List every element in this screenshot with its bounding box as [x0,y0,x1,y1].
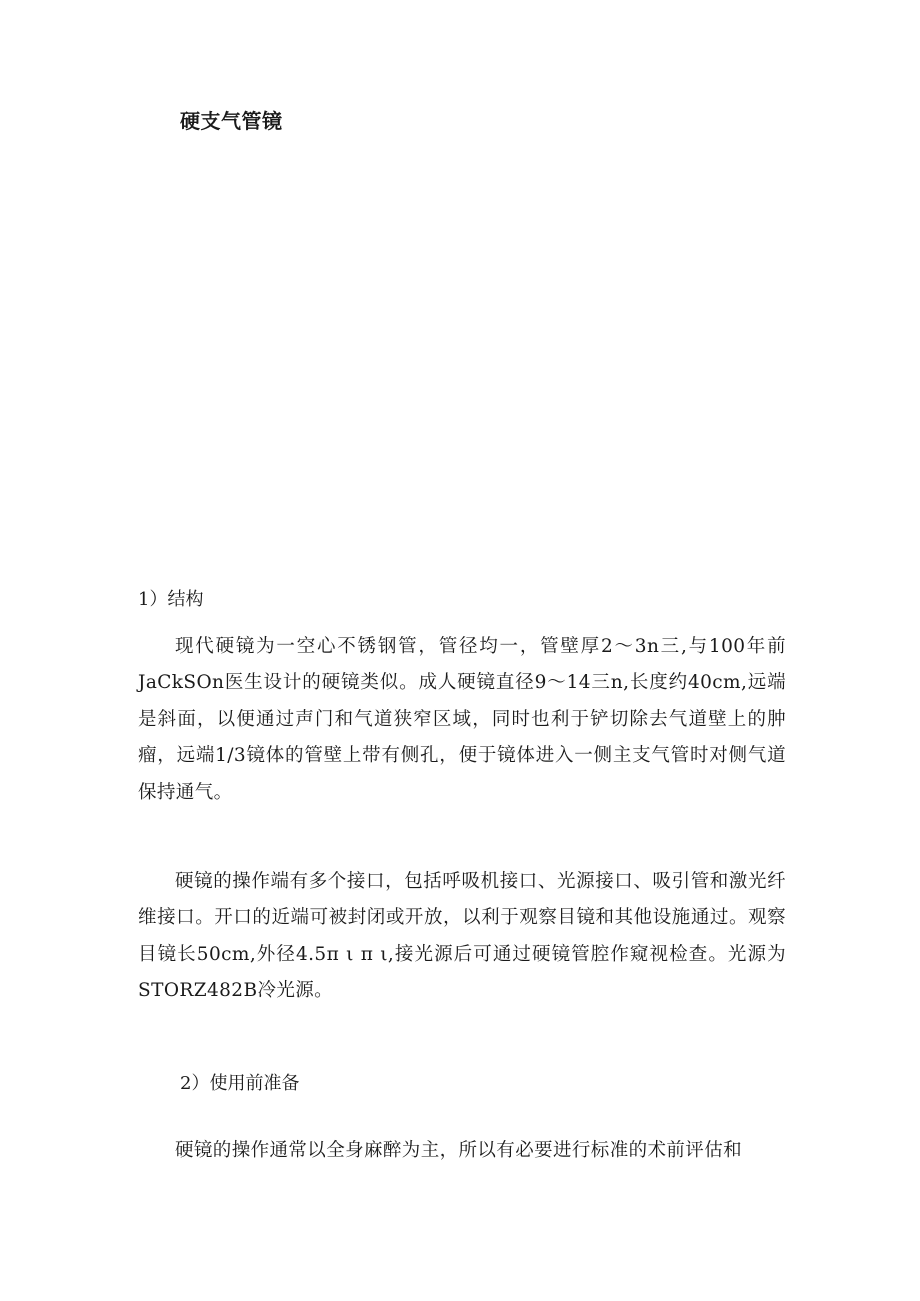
paragraph-preparation: 硬镜的操作通常以全身麻醉为主，所以有必要进行标准的术前评估和 [175,1140,743,1161]
section-heading-preparation: 2）使用前准备 [180,1073,300,1094]
paragraph-structure-description: 现代硬镜为一空心不锈钢管，管径均一，管壁厚2～3n三,与100年前JaCkSOn医生设计的硬镜类似。成人硬镜直径9～14三n,长度约40cm,远端是斜面，以便通过声门和气道狭窄区域，同时也利于铲切除去气道壁上的肿瘤，远端1/3镜体的管壁上带有侧孔，便于镜体进入一侧主支气管时对侧气道保持通气。 [138,636,786,803]
paragraph-operating-end: 硬镜的操作端有多个接口，包括呼吸机接口、光源接口、吸引管和激光纤维接口。开口的近端可被封闭或开放，以利于观察目镜和其他设施通过。观察目镜长50cm,外径4.5π ι π ι,接光源后可通过硬镜管腔作窥视检查。光源为STORZ482B冷光源。 [138,871,786,1002]
section-heading-structure: 1）结构 [138,589,204,610]
document-title: 硬支气管镜 [180,109,283,133]
